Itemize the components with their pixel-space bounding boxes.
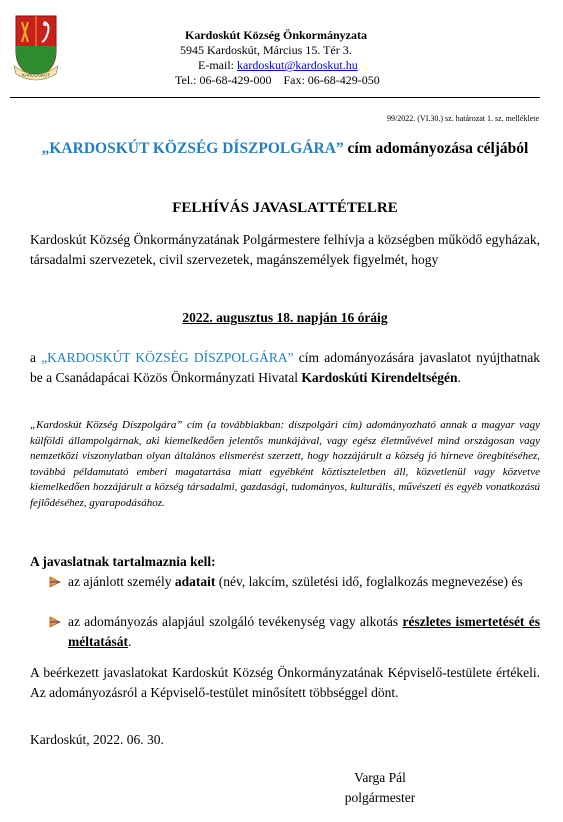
title-quoted: „KARDOSKÚT KÖZSÉG DÍSZPOLGÁRA”: [41, 140, 344, 157]
bullet-arrow-icon: [48, 615, 62, 629]
document-date: Kardoskút, 2022. 06. 30.: [30, 732, 164, 747]
submit-prefix: a: [30, 350, 42, 365]
org-name: Kardoskút Község Önkormányzata: [185, 28, 368, 42]
annex-reference: 99/2022. (VI.30.) sz. határozat 1. sz. melléklete: [387, 114, 539, 123]
submission-paragraph: [30, 348, 540, 388]
intro-paragraph: Kardoskút Község Önkormányzatának Polgármestere felhívja a községben működő egyházak, társadalmi szervezetek, civil szervezetek, magánszemélyek figyelmét, hogy: [30, 232, 540, 267]
document-title: [30, 139, 540, 158]
item2-suffix: .: [127, 634, 132, 649]
deadline: 2022. augusztus 18. napján 16 óráig: [182, 310, 388, 325]
signer-name: Varga Pál: [354, 770, 406, 785]
requirement-item-description: [48, 612, 540, 652]
submit-office: Kardoskúti Kirendeltségén: [301, 370, 458, 385]
org-email-line: [175, 58, 455, 73]
municipal-crest-icon: [12, 12, 60, 84]
closing-paragraph: A beérkezett javaslatokat Kardoskút Község Önkormányzatának Képviselő-testülete értékeli. Az adományozásról a Képviselő-testület minősített többséggel dönt.: [30, 665, 540, 700]
header-divider: [10, 97, 540, 98]
email-label: E-mail:: [198, 58, 234, 72]
title-rest: cím adományozása céljából: [343, 140, 529, 157]
org-address: 5945 Kardoskút, Március 15. Tér 3.: [180, 43, 352, 57]
item2-bold: részletes ismertetését és méltatását: [68, 614, 540, 649]
requirements-title: A javaslatnak tartalmaznia kell:: [30, 554, 216, 569]
item1-prefix: az ajánlott személy: [68, 574, 175, 589]
submit-suffix: .: [457, 370, 461, 385]
letterhead: [175, 28, 455, 88]
submit-quoted: „KARDOSKÚT KÖZSÉG DÍSZPOLGÁRA”: [41, 350, 294, 365]
document-subtitle: FELHÍVÁS JAVASLATTÉTELRE: [172, 200, 398, 216]
honorary-citizen-definition: „Kardoskút Község Díszpolgára” cím (a továbbiakban: díszpolgári cím) adományozható annak a magyar vagy külföldi állampolgárnak, aki kiemelkedően jelentős munkájával, vagy egész életművével mind országosan vagy nemzetközi viszonylatban olyan általános elismerést szerzett, hogy hozzájárult a község jó hírneve öregbítéséhez, továbbá példamutató emberi magatartása miatt egyébként köztiszteletben áll, közvetlenül vagy közvetve kiemelkedően hozzájárult a község társadalmi, gazdasági, tudományos, kulturális, művészeti és egyéb vonatkozású fejlődéséhez, gyarapodásához.: [30, 419, 540, 509]
requirement-item-personal-data: [48, 572, 540, 592]
item1-bold: adatait: [174, 574, 216, 589]
submit-middle: cím adományozására javaslatot nyújthatnak be a Csanádapácai Közös Önkormányzati Hivatal: [30, 350, 541, 385]
item1-suffix: (név, lakcím, születési idő, foglalkozás megnevezése) és: [215, 574, 523, 589]
signature-block: [330, 768, 430, 808]
signer-role: polgármester: [344, 790, 416, 805]
item2-prefix: az adományozás alapjául szolgáló tevékenység vagy alkotás: [68, 614, 403, 629]
crest-banner-text: KARDOSKÚT: [21, 72, 51, 78]
org-phone-fax: Tel.: 06-68-429-000 Fax: 06-68-429-050: [175, 73, 380, 87]
bullet-arrow-icon: [48, 575, 62, 589]
email-link[interactable]: kardoskut@kardoskut.hu: [237, 58, 358, 72]
